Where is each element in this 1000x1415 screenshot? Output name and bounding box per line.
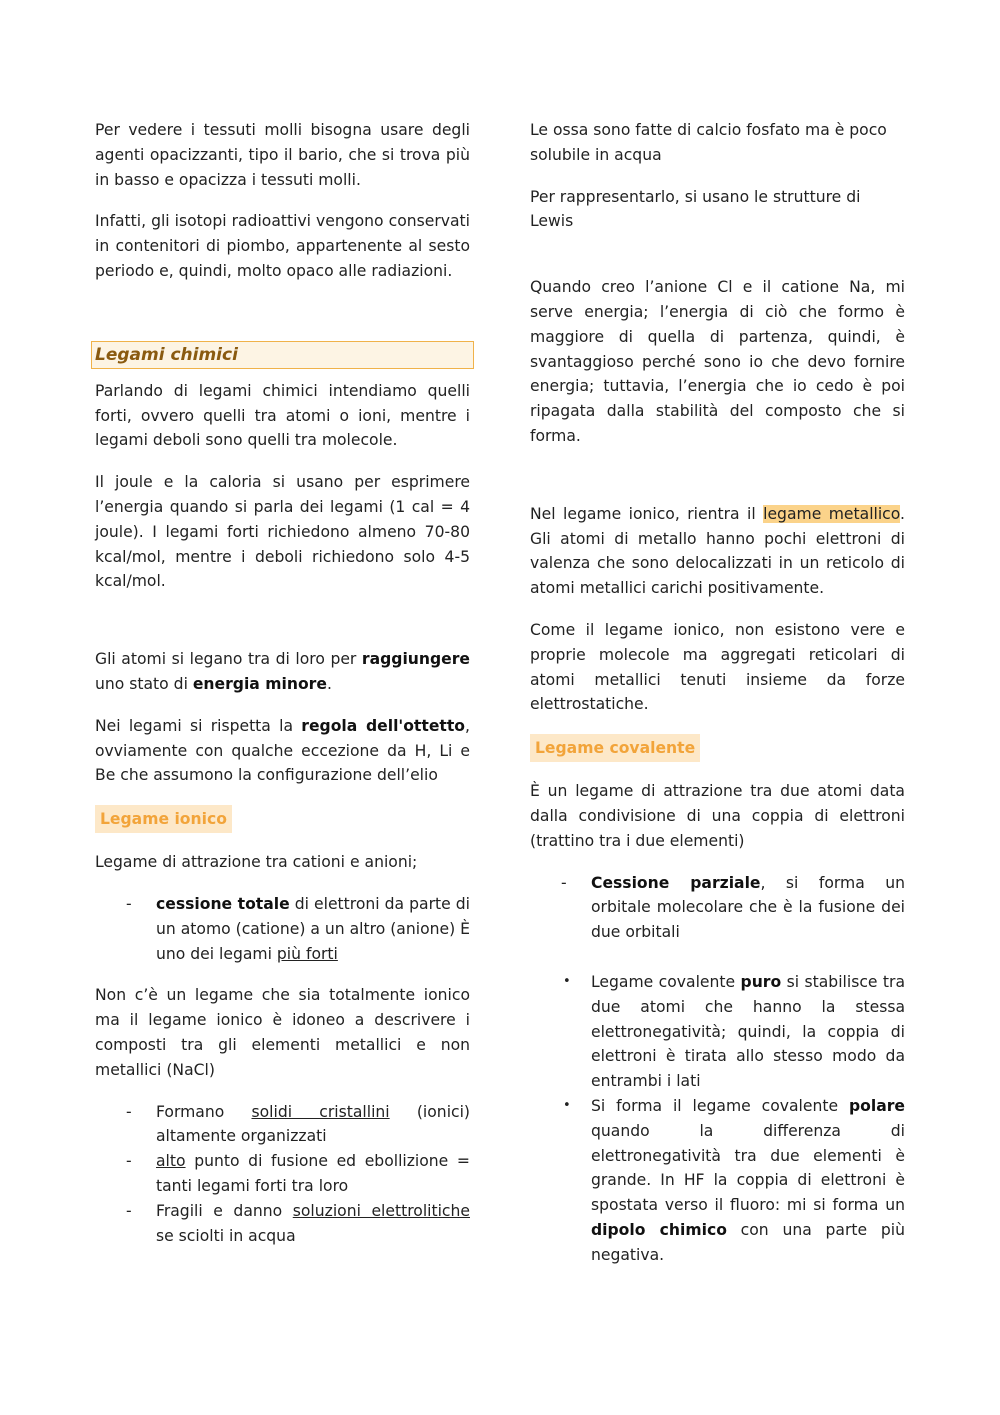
list: [530, 970, 905, 1268]
paragraph: Gli atomi si legano tra di loro per raggiungere uno stato di energia minore.: [95, 650, 470, 693]
right-column: [530, 118, 905, 1284]
highlight: legame metallico: [763, 504, 901, 523]
paragraph: Come il legame ionico, non esistono vere e proprie molecole ma aggregati reticolari di atomi metallici tenuti insieme da forze elettrostatiche.: [530, 620, 905, 714]
paragraph: Non c’è un legame che sia totalmente ionico ma il legame ionico è idoneo a descrivere i composti tra gli elementi metallici e non metallici (NaCl): [95, 986, 470, 1079]
paragraph: Legame di attrazione tra cationi e anioni;: [95, 853, 418, 872]
paragraph: Parlando di legami chimici intendiamo quelli forti, ovvero quelli tra atomi o ioni, mentre i legami deboli sono quelli tra molecole.: [95, 381, 470, 450]
list-item: - cessione totale di elettroni da parte di un atomo (catione) a un altro (anione) È uno dei legami più forti: [126, 894, 470, 963]
section-heading-legame-covalente: Legame covalente: [530, 734, 700, 762]
list-item: - alto punto di fusione ed ebollizione = tanti legami forti tra loro: [126, 1152, 470, 1195]
list-item: - Fragili e danno soluzioni elettrolitiche se sciolti in acqua: [126, 1201, 470, 1245]
paragraph: Quando creo l’anione Cl e il catione Na, mi serve energia; l’energia di ciò che formo è maggiore di quella di partenza, quindi, è svantaggioso perché sono io che devo fornire energia; tuttavia, l’energia che io cedo è poi ripagata dalla stabilità del composto che si forma.: [530, 278, 905, 445]
paragraph: Nei legami si rispetta la regola dell'ottetto, ovviamente con qualche eccezione da H, Li e Be che assumono la configurazione dell’elio: [95, 716, 470, 785]
paragraph: Nel legame ionico, rientra il legame metallico. Gli atomi di metallo hanno pochi elettroni di valenza che sono delocalizzati in un reticolo di atomi metallici carichi positivamente.: [530, 504, 905, 598]
list-item: • Si forma il legame covalente polare quando la differenza di elettronegatività tra due elementi è grande. In HF la coppia di elettroni è spostata verso il fluoro: mi si forma un dipolo chimico con una parte più negativa.: [563, 1096, 905, 1264]
list: [95, 1100, 470, 1249]
list-item: - Cessione parziale, si forma un orbitale molecolare che è la fusione dei due orbitali: [561, 873, 905, 942]
paragraph: Per vedere i tessuti molli bisogna usare degli agenti opacizzanti, tipo il bario, che si trova più in basso e opacizza i tessuti molli.: [95, 121, 470, 189]
section-heading-legame-ionico: Legame ionico: [95, 805, 232, 833]
section-heading-legami-chimici: Legami chimici: [91, 341, 474, 369]
list-item: - Formano solidi cristallini (ionici) altamente organizzati: [126, 1102, 471, 1146]
left-column: [95, 118, 470, 1265]
list: [530, 871, 905, 945]
list-item: • Legame covalente puro si stabilisce tra due atomi che hanno la stessa elettronegatività; quindi, la coppia di elettroni è tirata allo stesso modo da entrambi i lati: [563, 972, 906, 1091]
paragraph: È un legame di attrazione tra due atomi data dalla condivisione di una coppia di elettroni (trattino tra i due elementi): [530, 782, 905, 850]
paragraph: Le ossa sono fatte di calcio fosfato ma è poco solubile in acqua: [530, 121, 887, 164]
paragraph: Infatti, gli isotopi radioattivi vengono conservati in contenitori di piombo, appartenente al sesto periodo e, quindi, molto opaco alle radiazioni.: [95, 212, 470, 280]
list: [95, 892, 470, 966]
paragraph: Il joule e la caloria si usano per esprimere l’energia quando si parla dei legami (1 cal = 4 joule). I legami forti richiedono almeno 70-80 kcal/mol, mentre i deboli richiedono solo 4-5 kcal/mol.: [95, 473, 470, 591]
paragraph: Per rappresentarlo, si usano le strutture di Lewis: [530, 187, 861, 231]
